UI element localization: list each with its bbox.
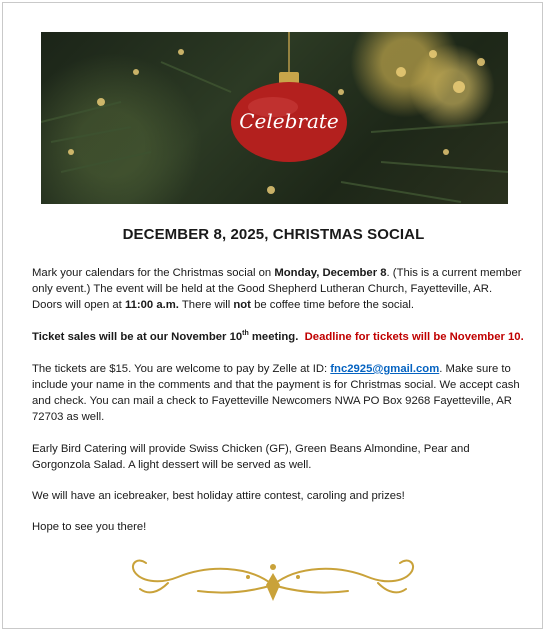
catering-paragraph: Early Bird Catering will provide Swiss Chicken (GF), Green Beans Almondine, Pear and Gorgonzola Salad. A light dessert will be served as well. (32, 443, 470, 471)
ordinal-suffix: th (242, 330, 249, 338)
closing-paragraph: Hope to see you there! (32, 521, 147, 533)
ticket-sales-paragraph (32, 329, 524, 345)
door-time: 11:00 a.m. (124, 299, 179, 311)
not-emphasis: not (233, 299, 251, 311)
ticket-sales-text: Ticket sales will be at our November 10 (32, 331, 243, 343)
payment-text-1: The tickets are $15. You are welcome to pay by Zelle at ID: (32, 363, 331, 375)
event-title: DECEMBER 8, 2025, CHRISTMAS SOCIAL (122, 226, 425, 243)
intro-paragraph (32, 265, 524, 313)
intro-text-3: There will (178, 299, 234, 311)
ticket-deadline: Deadline for tickets will be November 10. (304, 331, 524, 343)
event-date: Monday, December 8 (274, 267, 387, 279)
ornament-text: Celebrate (239, 109, 339, 133)
intro-text-2: . (This is a current member only event.) The event will be held at the Good Shepherd Lutheran Church, Fayetteville, AR. Doors will open at (32, 267, 522, 311)
intro-text-1: Mark your calendars for the Christmas social on (32, 267, 275, 279)
activities-paragraph: We will have an icebreaker, best holiday attire contest, caroling and prizes! (32, 490, 405, 502)
gold-flourish-divider (128, 555, 418, 603)
intro-text-4: be coffee time before the social. (250, 299, 415, 311)
zelle-email-link[interactable]: fnc2925@gmail.com (330, 363, 440, 375)
christmas-ornament-photo (41, 32, 508, 204)
ticket-sales-text-end: meeting. (248, 331, 299, 343)
payment-paragraph (32, 361, 524, 425)
payment-text-2: . Make sure to include your name in the comments and that the payment is for Christmas social. We accept cash and check. You can mail a check to Fayetteville Newcomers NWA PO Box 9268 Fayetteville, AR 72703 as well. (32, 363, 520, 423)
